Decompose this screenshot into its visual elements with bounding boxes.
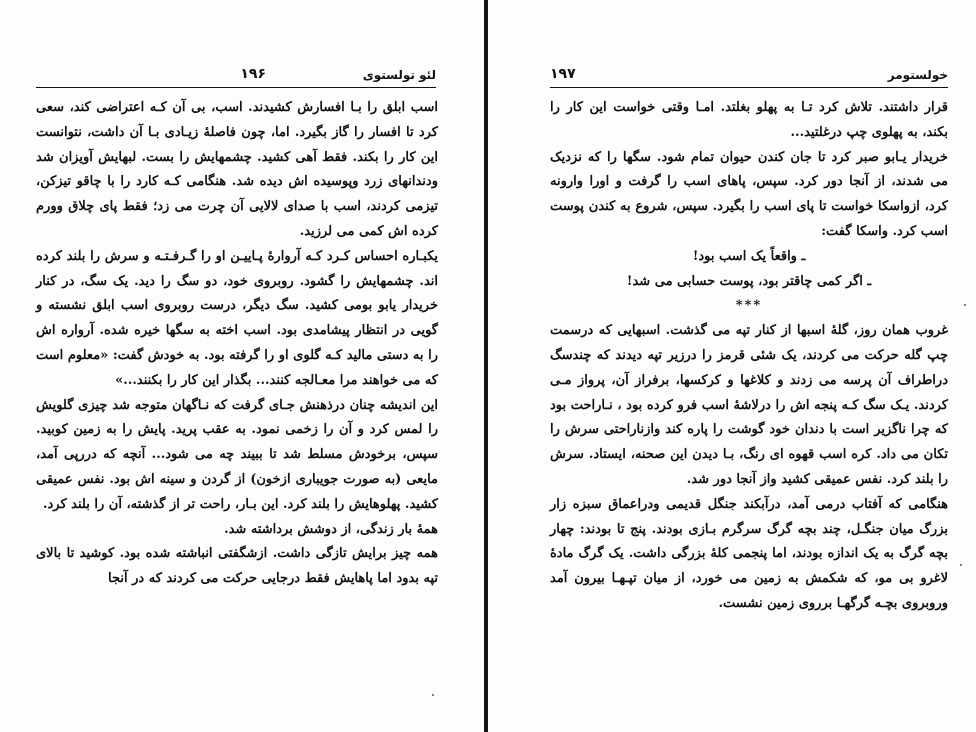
left-paragraph-4: همهٔ بار زندگی، از دوشش برداشته شد. xyxy=(224,521,438,537)
left-page-number: ۱۹۶ xyxy=(240,66,266,82)
right-paragraph-1: قرار داشتند. تلاش کرد تـا به پهلو بغلتد. امـا وقتی خواست این کار را بکند، به پهلوی چپ درغلتید... xyxy=(550,100,948,140)
right-paragraph-2: خریدار یـابو صبر کرد تا جان کندن حیوان تمام شود. سگها را که نزدیک می شدند، از آنجا دور کرد. سپس، پاهای اسب را گرفت و اورا وارونه کرد، ازواسکا خواست تا پای اسب را بگیرد. سپس، شروع به کندن پوست اسب کرد. واسکا گفت: xyxy=(550,149,948,239)
left-paragraph-5: همه چیز برایش تازگی داشت. ازشگفتی انباشته شده بود. کوشید تا بالای تپه بدود اما پاهایش فقط درجایی حرکت می کردند که در آنجا xyxy=(36,546,438,587)
left-paragraph-2: یکبـاره احساس کـرد کـه آروارهٔ پـاییـن او را گـرفـتـه و سرش را بلند کرده اند. چشمهایش را گشود. روبروی خود، دو سگ را دید. یک سگ، در کنار خریدار یابو بومی کشید. سگ دیگر، درست روبروی اسب ابلق نشسته و گویی در انتظار پیشامدی بود. اسب اخته به سگها خیره شده. آرواره اش را به دستی مالید کـه گلوی او را گرفته بود. به خودش گفت: «معلوم است که می خواهند مرا معـالجه کنند... بگذار این کار را بکنند...» xyxy=(36,248,438,388)
right-paragraph-4: هنگامی که آفتاب درمی آمد، درآبکند جنگل قدیمی ودراعماق سبزه زار بزرگ میان جنگـل، چند بچه گرگ سرگرم بـازی بودند. پنج تا بودند: چهار بچه گرگ به یک اندازه بودند، اما پنجمی کلهٔ بزرگی داشت. یک گرگ مادهٔ لاغرو بی مو، که شکمش به زمین می خورد، از میان تپـهـا بیرون آمد وروبروی بچـه گرگهـا برروی زمین نشست. xyxy=(550,496,948,611)
paper-speck xyxy=(960,564,962,566)
left-body-text xyxy=(36,96,438,592)
right-running-head xyxy=(550,64,948,88)
right-page-number: ۱۹۷ xyxy=(550,66,576,82)
right-dialogue-line-1: ـ واقعاً یک اسب بود! xyxy=(692,248,806,264)
right-body-text xyxy=(550,96,948,617)
right-paragraph-3: غروب همان روز، گلهٔ اسبها از کنار تپه می گذشت. اسبهایی که درسمت چپ گله حرکت می کردند، یک شئی قرمز را درزیر تپه دیدند که چندسگ دراطراف آن پرسه می زدند و کلاغها و کرکسها، برفراز آن، پرواز مـی کردند. یـک سگ کـه پنجه اش را درلاشهٔ اسب فرو کرده بود ، نـاراحت بود که چرا ناگزیر است با دندان خود گوشت را پاره کند وازناراحتی سرش را تکان می داد. کره اسب قهوه ای رنگ، بـا دیدن این صحنه، ایستاد. سرش را بلند کرد. نفس عمیقی کشید واز آنجا دور شد. xyxy=(550,323,948,487)
right-header-title: خولستومر xyxy=(887,68,948,82)
right-page xyxy=(488,0,976,732)
left-paragraph-3: این اندیشه چنان درذهنش جـای گرفت که نـاگهان متوجه شد چیزی گلویش را لمس کرد و آن را زخمی نمود. به عقب پرید. پایش را به زمین کوبید. سپس، برخودش مسلط شد تا ببیند چه می شود... آنچه که دررپی آمد، مایعی (به صورت جویباری ازخون) از گردن و سینه اش بود. نفس عمیقی کشید. پهلوهایش را بلند کرد. این بـار، راحت تر از گذشته، آن را بلند کرد. xyxy=(36,397,438,512)
section-break-asterisks: *** xyxy=(735,298,763,314)
right-header-rule xyxy=(550,87,948,88)
left-header-rule xyxy=(36,87,436,88)
right-dialogue-line-2: ـ اگر کمی چاقتر بود، پوست حسابی می شد! xyxy=(626,273,872,289)
left-paragraph-1: اسب ابلق را بـا افسارش کشیدند. اسب، بی آن کـه اعتراضی کند، سعی کرد تا افسار را گاز بگیرد. اما، چون فاصلهٔ زیـادی بـا آن داشت، نتوانست این کار را بکند. فقط آهی کشید. چشمهایش را بست. لبهایش آویزان شد ودندانهای زرد وپوسیده اش دیده شد. هنگامی کـه کارد را با چاقو تیزکن، تیزمی کردند، اسب با صدای لالایی آن چرت می زد؛ فقط پای چلاق وورم کرده اش کمی می لرزید. xyxy=(36,100,438,239)
left-header-title: لئو تولستوی xyxy=(362,68,436,82)
paper-speck xyxy=(964,304,966,306)
left-running-head xyxy=(36,64,436,88)
left-page xyxy=(0,0,484,732)
paper-speck xyxy=(432,694,434,696)
